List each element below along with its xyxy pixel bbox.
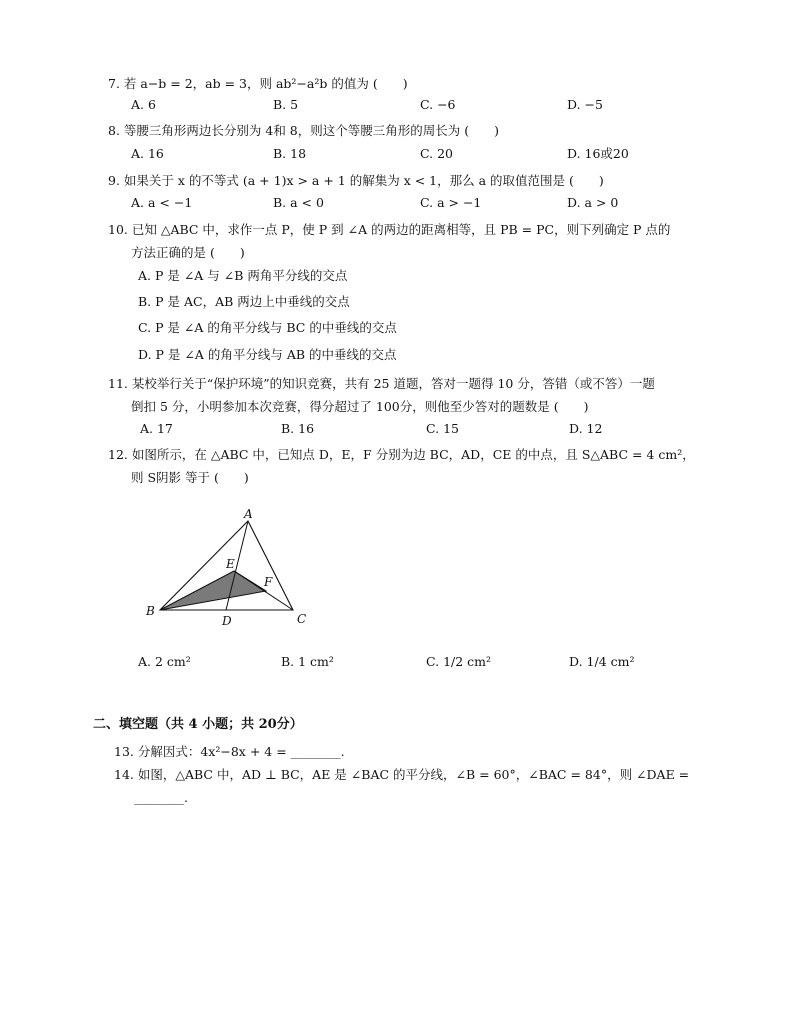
q9-option-c: C. a > −1 <box>420 195 482 210</box>
q12-option-c: C. 1/2 cm² <box>426 654 492 669</box>
label-c: C <box>297 612 307 626</box>
q12-stem-line2: 则 S阴影 等于 ( ) <box>131 470 249 485</box>
q7-stem: 7. 若 a−b = 2，ab = 3，则 ab²−a²b 的值为 ( ) <box>108 76 408 91</box>
q9-stem: 9. 如果关于 x 的不等式 (a + 1)x > a + 1 的解集为 x < 1，那么 a 的取值范围是 ( ) <box>108 173 604 188</box>
q13-stem: 13. 分解因式：4x²−8x + 4 = ________. <box>114 744 345 759</box>
q7-option-c: C. −6 <box>420 97 456 112</box>
q9-option-b: B. a < 0 <box>273 195 324 210</box>
q8-option-d: D. 16或20 <box>567 146 629 161</box>
q8-option-a: A. 16 <box>131 146 164 161</box>
q7-option-b: B. 5 <box>273 97 299 112</box>
q12-stem-line1: 12. 如图所示，在 △ABC 中，已知点 D，E，F 分别为边 BC，AD，CE 的中点，且 S△ABC = 4 cm²， <box>108 447 695 462</box>
q12-option-a: A. 2 cm² <box>138 654 191 669</box>
q11-stem-line2: 倒扣 5 分，小明参加本次竞赛，得分超过了 100分，则他至少答对的题数是 ( ) <box>131 399 589 414</box>
q10-stem-line2: 方法正确的是 ( ) <box>131 245 245 260</box>
q14-stem-line2: ________. <box>134 790 188 805</box>
q11-stem-line1: 11. 某校举行关于“保护环境”的知识竞赛，共有 25 道题，答对一题得 10 分，答错（或不答）一题 <box>108 376 655 391</box>
q10-stem-line1: 10. 已知 △ABC 中，求作一点 P，使 P 到 ∠A 的两边的距离相等，且 PB = PC，则下列确定 P 点的 <box>108 222 671 237</box>
q11-option-b: B. 16 <box>281 421 315 436</box>
label-d: D <box>222 614 232 628</box>
q8-option-c: C. 20 <box>420 146 453 161</box>
q7-option-a: A. 6 <box>131 97 156 112</box>
q11-option-d: D. 12 <box>569 421 603 436</box>
q10-option-b: B. P 是 AC，AB 两边上中垂线的交点 <box>138 294 350 309</box>
q12-option-d: D. 1/4 cm² <box>569 654 635 669</box>
q12-option-b: B. 1 cm² <box>281 654 334 669</box>
label-f: F <box>264 575 273 589</box>
q14-stem-line1: 14. 如图，△ABC 中，AD ⊥ BC，AE 是 ∠BAC 的平分线，∠B = 60°，∠BAC = 84°，则 ∠DAE = <box>114 767 690 782</box>
q11-option-c: C. 15 <box>426 421 459 436</box>
label-e: E <box>226 557 235 571</box>
q9-option-a: A. a < −1 <box>131 195 193 210</box>
q8-stem: 8. 等腰三角形两边长分别为 4和 8，则这个等腰三角形的周长为 ( ) <box>108 123 499 138</box>
q7-option-d: D. −5 <box>567 97 603 112</box>
triangle-figure <box>140 500 320 635</box>
shaded-region <box>160 571 266 610</box>
q10-option-d: D. P 是 ∠A 的角平分线与 AB 的中垂线的交点 <box>138 347 397 362</box>
q10-option-c: C. P 是 ∠A 的角平分线与 BC 的中垂线的交点 <box>138 320 397 335</box>
q8-option-b: B. 18 <box>273 146 307 161</box>
q11-option-a: A. 17 <box>140 421 173 436</box>
q10-option-a: A. P 是 ∠A 与 ∠B 两角平分线的交点 <box>138 268 348 283</box>
label-a: A <box>244 507 253 521</box>
section-2-title: 二、填空题（共 4 小题；共 20分） <box>93 717 303 732</box>
label-b: B <box>146 604 155 618</box>
q9-option-d: D. a > 0 <box>567 195 619 210</box>
